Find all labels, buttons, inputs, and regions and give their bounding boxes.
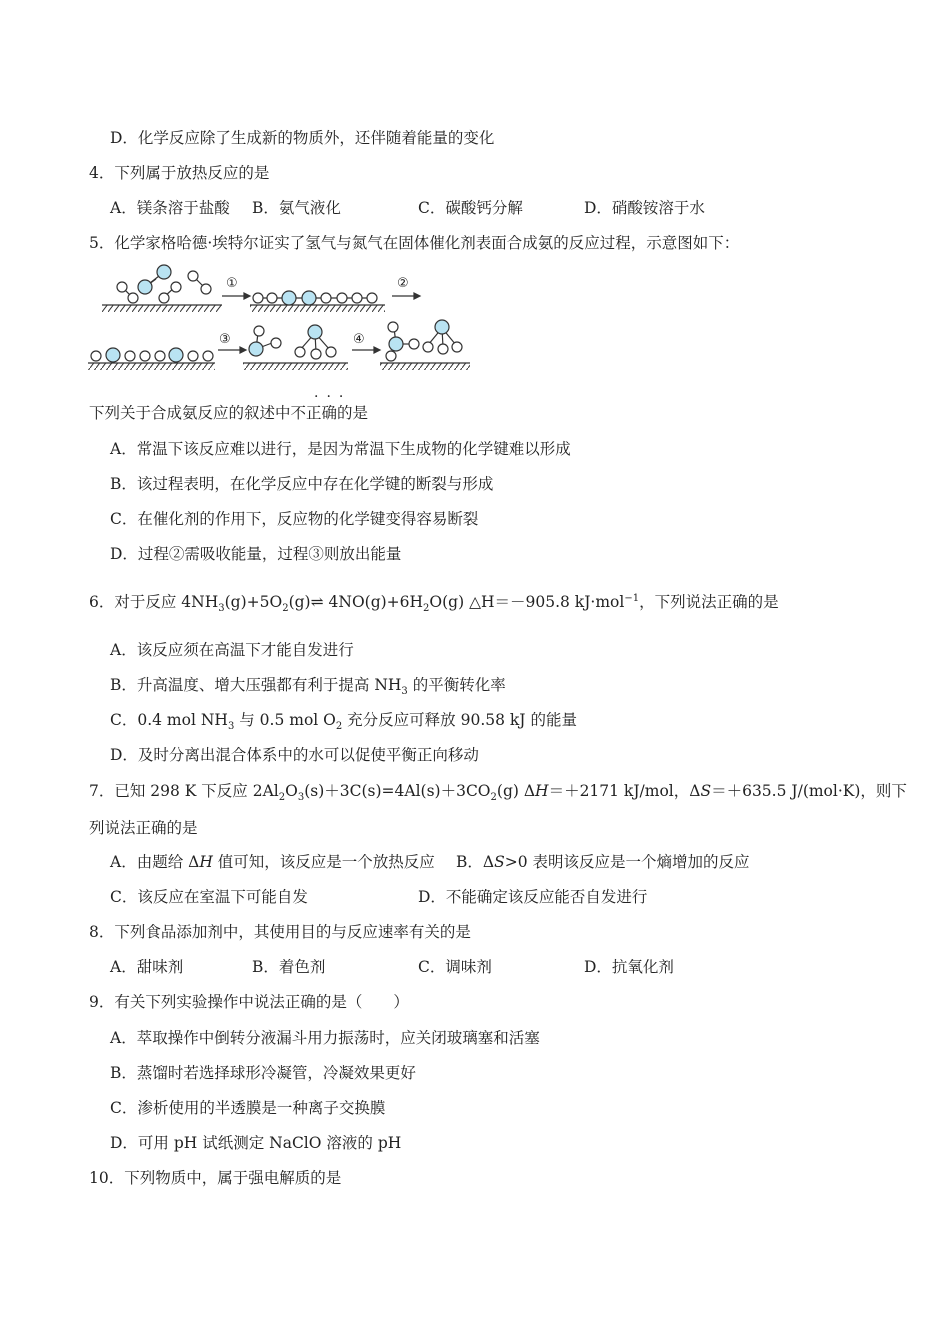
q4-stem: 4．下列属于放热反应的是	[89, 164, 270, 182]
q6-option-c: C．0.4 mol $NH_3$ 与 0.5 mol $O_2$ 充分反应可释放 90.58 kJ 的能量	[110, 711, 577, 733]
stage-5-surface	[380, 320, 470, 370]
q5-question: 下列关于合成氨反应的叙述中不正确的是	[89, 404, 369, 422]
stage-2-surface	[250, 291, 385, 312]
stage-3-surface	[88, 348, 215, 370]
q8-option-b: B．着色剂	[252, 958, 326, 976]
q7-option-d: D．不能确定该反应能否自发进行	[418, 888, 648, 906]
q7-stem-line-2: 列说法正确的是	[89, 819, 198, 837]
q7-option-a: A．由题给 ΔH 值可知，该反应是一个放热反应	[110, 853, 435, 871]
q9-option-b: B．蒸馏时若选择球形冷凝管，冷凝效果更好	[110, 1064, 416, 1082]
q5-option-d: D．过程②需吸收能量，过程③则放出能量	[110, 545, 402, 563]
q5-option-b: B．该过程表明，在化学反应中存在化学键的断裂与形成	[110, 475, 494, 493]
q4-option-b: B．氨气液化	[252, 199, 341, 217]
stage-1-surface	[102, 265, 222, 312]
ammonia-synthesis-diagram	[0, 0, 950, 405]
step-2-label: ②	[397, 276, 409, 291]
q6-option-b: B．升高温度、增大压强都有利于提高 $NH_3$ 的平衡转化率	[110, 676, 506, 698]
q10-stem: 10．下列物质中，属于强电解质的是	[89, 1169, 342, 1187]
q4-option-d: D．硝酸铵溶于水	[584, 199, 705, 217]
q4-option-c: C．碳酸钙分解	[418, 199, 523, 217]
q4-option-a: A．镁条溶于盐酸	[110, 199, 230, 217]
q5-stem: 5．化学家格哈德·埃特尔证实了氢气与氮气在固体催化剂表面合成氨的反应过程，示意图如下：	[89, 234, 740, 252]
q6-stem: 6．对于反应 $4NH_3(g)+5O_2(g)\rightleftharpoons$ $4NO(g)+6H_2O(g)$ △H＝－905.8 kJ·mol$^{-1}$，下列说法正确的是	[89, 592, 779, 615]
q9-option-a: A．萃取操作中倒转分液漏斗用力振荡时，应关闭玻璃塞和活塞	[110, 1029, 540, 1047]
q5-option-c: C．在催化剂的作用下，反应物的化学键变得容易断裂	[110, 510, 479, 528]
q7-option-b: B．ΔS>0 表明该反应是一个熵增加的反应	[456, 853, 750, 871]
step-1-label: ①	[226, 276, 238, 291]
q6-option-d: D．及时分离出混合体系中的水可以促使平衡正向移动	[110, 746, 479, 764]
q8-option-c: C．调味剂	[418, 958, 492, 976]
q9-stem: 9．有关下列实验操作中说法正确的是（ ）	[89, 993, 409, 1011]
q7-stem: 7．已知 298 K 下反应 $2Al_2O_3(s)+3C(s)=4Al(s)+3CO_2(g)$ ΔH＝＋2171 kJ/mol，ΔS＝＋635.5 J/(mol·K)，则下	[89, 782, 907, 804]
q8-stem: 8．下列食品添加剂中，其使用目的与反应速率有关的是	[89, 923, 471, 941]
q3-option-d: D．化学反应除了生成新的物质外，还伴随着能量的变化	[110, 129, 495, 147]
step-3-label: ③	[219, 332, 231, 347]
q6-option-a: A．该反应须在高温下才能自发进行	[110, 641, 354, 659]
q7-option-c: C．该反应在室温下可能自发	[110, 888, 308, 906]
q8-option-d: D．抗氧化剂	[584, 958, 674, 976]
stage-4-surface	[243, 325, 348, 370]
q8-option-a: A．甜味剂	[110, 958, 184, 976]
emphasis-dots: ···	[314, 389, 352, 405]
q9-option-d: D．可用 pH 试纸测定 NaClO 溶液的 pH	[110, 1134, 402, 1152]
step-4-label: ④	[353, 332, 365, 347]
q5-option-a: A．常温下该反应难以进行，是因为常温下生成物的化学键难以形成	[110, 440, 571, 458]
equilibrium-arrow: ⇌	[310, 593, 324, 611]
q9-option-c: C．渗析使用的半透膜是一种离子交换膜	[110, 1099, 386, 1117]
